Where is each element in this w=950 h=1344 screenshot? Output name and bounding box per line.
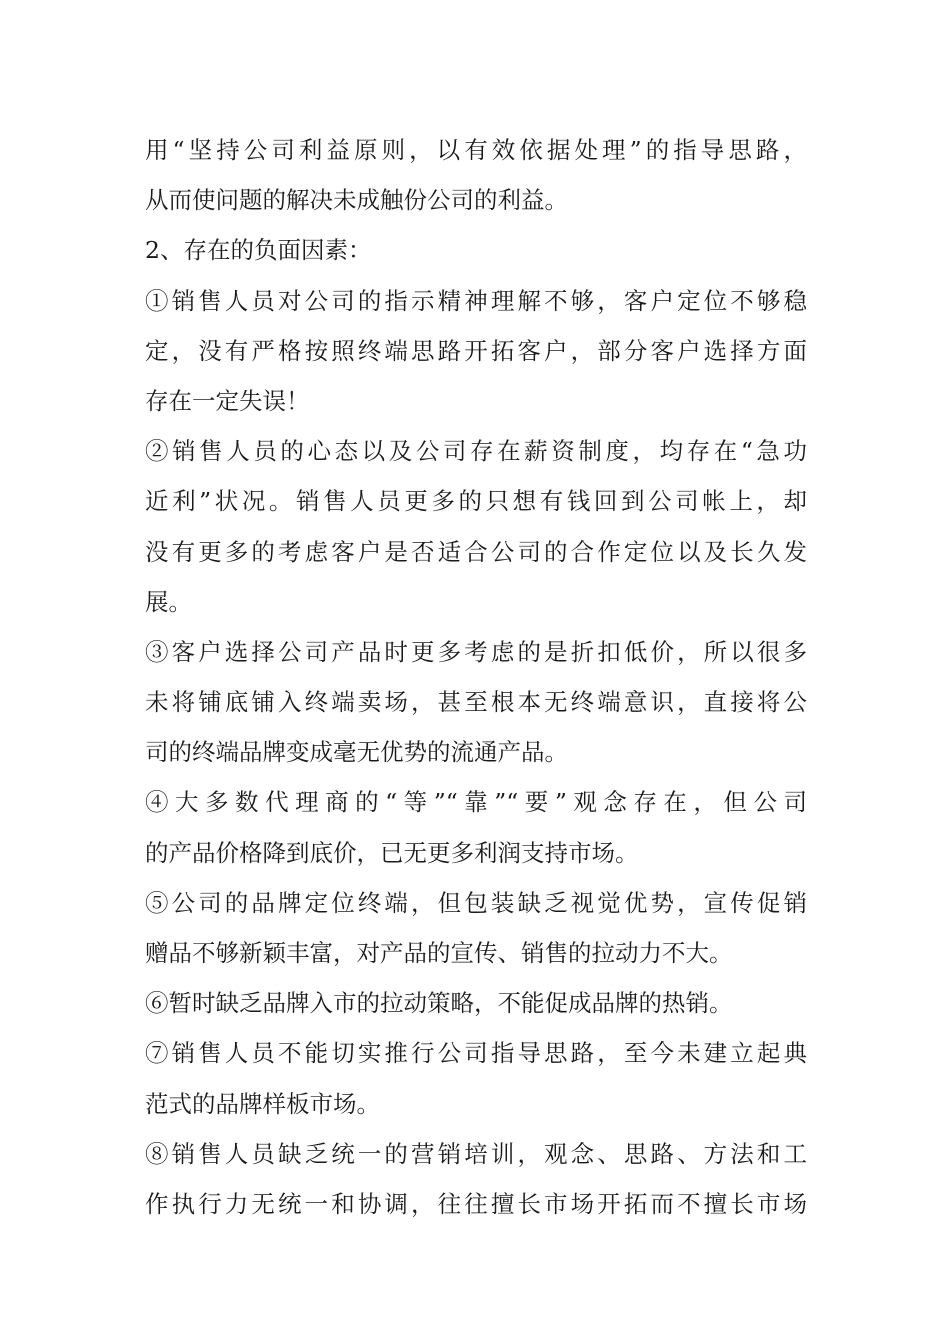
text-line: ⑧销售人员缺乏统一的营销培训，观念、思路、方法和工 (145, 1139, 807, 1168)
text-line: ②销售人员的心态以及公司存在薪资制度，均存在“急功 (145, 437, 807, 466)
text-line: 存在一定失误！ (145, 386, 310, 415)
text-line: 没有更多的考虑客户是否适合公司的合作定位以及长久发 (145, 537, 807, 566)
text-line: ③客户选择公司产品时更多考虑的是折扣低价，所以很多 (145, 637, 807, 666)
text-line: 赠品不够新颖丰富，对产品的宣传、销售的拉动力不大。 (145, 939, 733, 967)
text-line: 从而使问题的解决未成触份公司的利益。 (145, 186, 568, 215)
text-line: 未将铺底铺入终端卖场，甚至根本无终端意识，直接将公 (145, 688, 807, 717)
text-line: ⑦销售人员不能切实推行公司指导思路，至今未建立起典 (145, 1039, 807, 1068)
text-line: 用“坚持公司利益原则，以有效依据处理”的指导思路， (145, 136, 807, 164)
text-line: ①销售人员对公司的指示精神理解不够，客户定位不够稳 (145, 286, 807, 315)
section-heading: 2、存在的负面因素： (145, 236, 372, 265)
text-line: ⑥暂时缺乏品牌入市的拉动策略，不能促成品牌的热销。 (145, 989, 733, 1018)
document-body (145, 125, 807, 1229)
text-line: 范式的品牌样板市场。 (145, 1089, 380, 1118)
text-line: ④大多数代理商的“等”“靠”“要”观念存在，但公司 (145, 788, 807, 817)
text-line: 作执行力无统一和协调，往往擅长市场开拓而不擅长市场 (145, 1189, 807, 1218)
text-line: 的产品价格降到底价，已无更多利润支持市场。 (145, 838, 639, 867)
text-line: 近利”状况。销售人员更多的只想有钱回到公司帐上，却 (145, 487, 807, 516)
text-line: ⑤公司的品牌定位终端，但包装缺乏视觉优势，宣传促销 (145, 888, 807, 917)
text-line: 定，没有严格按照终端思路开拓客户，部分客户选择方面 (145, 336, 807, 365)
text-line: 展。 (145, 587, 192, 616)
text-line: 司的终端品牌变成毫无优势的流通产品。 (145, 738, 568, 767)
